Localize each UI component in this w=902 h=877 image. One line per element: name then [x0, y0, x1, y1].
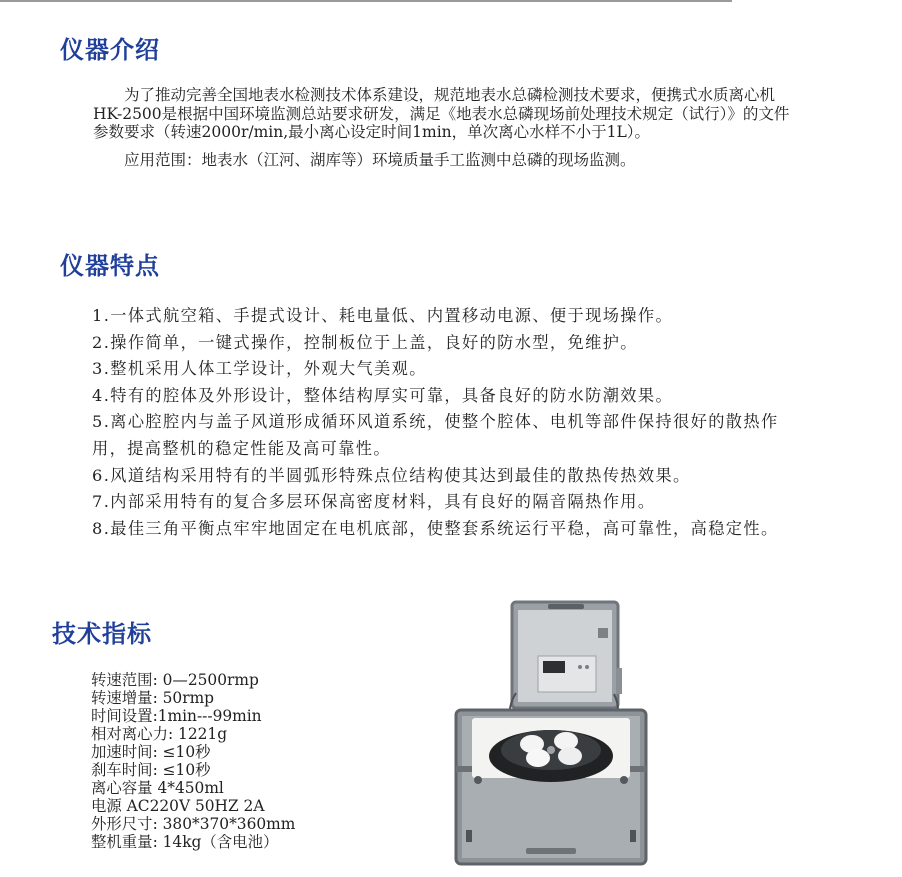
spec-item: 加速时间: ≤10秒: [91, 743, 211, 761]
spec-item: 刹车时间: ≤10秒: [91, 761, 211, 779]
intro-paragraph: 为了推动完善全国地表水检测技术体系建设，规范地表水总磷检测技术要求，便携式水质离心机HK-2500是根据中国环境监测总站要求研发，满足《地表水总磷现场前处理技术规定（试行）》的文件参数要求（转速2000r/min,最小离心设定时间1min，单次离心水样不小于1L）。: [93, 86, 790, 141]
spec-item: 整机重量: 14kg（含电池）: [91, 833, 279, 851]
feature-item: 3.整机采用人体工学设计，外观大气美观。: [92, 359, 427, 379]
spec-item: 电源 AC220V 50HZ 2A: [91, 797, 265, 815]
intro-body: [93, 86, 793, 169]
case-lid: [512, 602, 622, 708]
feature-item: 8.最佳三角平衡点牢牢地固定在电机底部，使整套系统运行平稳，高可靠性，高稳定性。: [92, 518, 779, 538]
specs-list: [91, 671, 421, 851]
feature-item: 1.一体式航空箱、手提式设计、耗电量低、内置移动电源、便于现场操作。: [92, 306, 674, 325]
spec-item: 时间设置:1min---99min: [91, 707, 262, 725]
application-scope-paragraph: 应用范围：地表水（江河、湖库等）环境质量手工监测中总磷的现场监测。: [124, 150, 636, 169]
features-list: [92, 303, 797, 542]
spec-item: 相对离心力: 1221g: [91, 725, 228, 743]
rotor-chamber: [489, 730, 613, 782]
feature-item: 5.离心腔腔内与盖子风道形成循环风道系统，使整个腔体、电机等部件保持很好的散热作用，提高整机的稳定性能及高可靠性。: [92, 412, 779, 458]
top-divider: [0, 0, 732, 2]
spec-item: 转速增量: 50rmp: [91, 689, 215, 707]
feature-item: 7.内部采用特有的复合多层环保高密度材料，具有良好的隔音隔热作用。: [92, 492, 656, 512]
specs-heading: 技术指标: [52, 620, 152, 648]
spec-item: 转速范围: 0—2500rmp: [91, 671, 259, 689]
intro-heading: 仪器介绍: [60, 36, 160, 64]
spec-item: 外形尺寸: 380*370*360mm: [91, 815, 296, 833]
spec-item: 离心容量 4*450ml: [91, 779, 224, 797]
centrifuge-product-photo: [446, 598, 656, 870]
features-heading: 仪器特点: [60, 252, 160, 280]
feature-item: 2.操作简单，一键式操作，控制板位于上盖，良好的防水型，免维护。: [92, 332, 638, 352]
feature-item: 4.特有的腔体及外形设计，整体结构厚实可靠，具备良好的防水防潮效果。: [92, 385, 674, 405]
feature-item: 6.风道结构采用特有的半圆弧形特殊点位结构使其达到最佳的散热传热效果。: [92, 465, 691, 485]
